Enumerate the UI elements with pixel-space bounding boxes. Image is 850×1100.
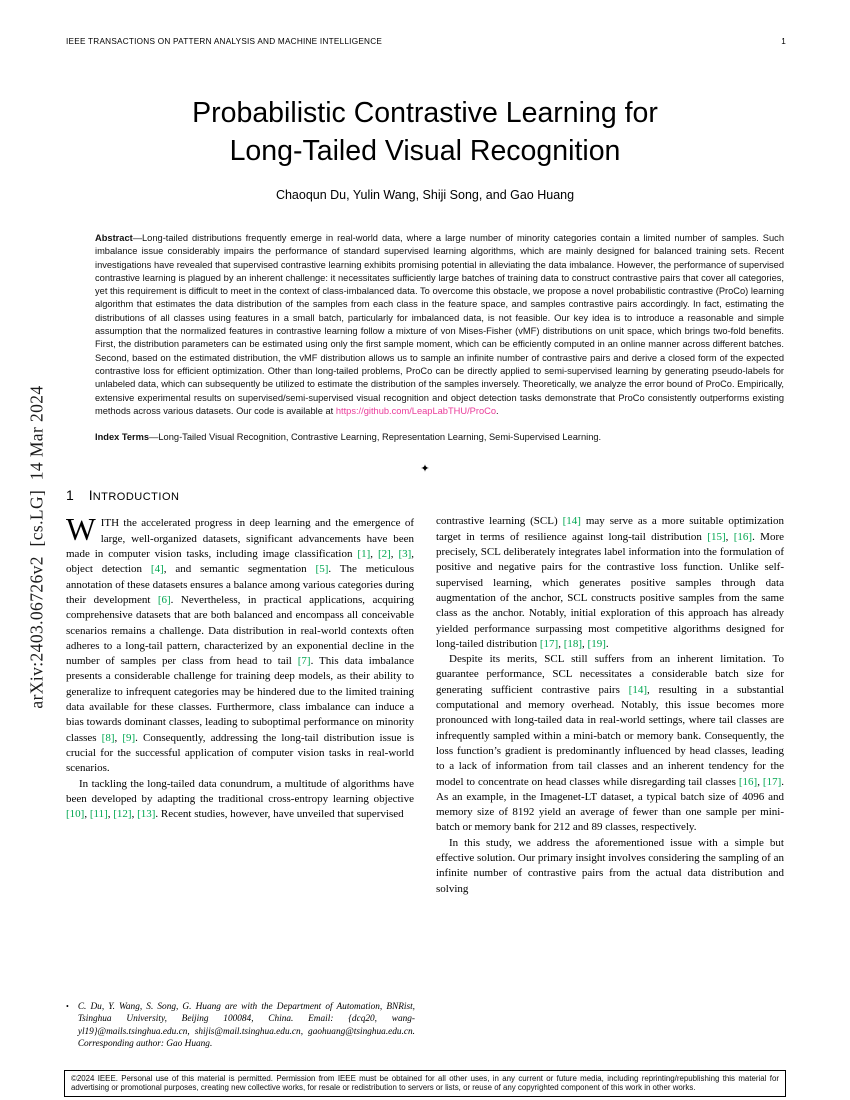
citation-link[interactable]: [2] (377, 548, 391, 561)
citation-link[interactable]: [9] (122, 731, 136, 744)
footnote-text: C. Du, Y. Wang, S. Song, G. Huang are with the Department of Automation, BNRist, Tsinghua University, Beijing 100084, China. Email: {dcq20, wang-yl19}@mails.tsinghua.edu.cn, shijis@mail.tsinghua.edu.cn, gaohuang@tsinghua.edu.cn. Corresponding author: Gao Huang. (77, 1002, 415, 1050)
index-terms-label: Index Terms (95, 432, 150, 443)
citation-link[interactable]: [15] (707, 530, 726, 543)
diamond-separator-icon: ✦ (420, 463, 430, 476)
citation-link[interactable]: [19] (587, 637, 606, 650)
citation-link[interactable]: [17] (762, 775, 782, 788)
citation-link[interactable]: [13] (137, 808, 156, 821)
citation-link[interactable]: [18] (563, 637, 583, 650)
section-number: 1 (66, 487, 74, 504)
paragraph-intro-2: In tackling the long-tailed data conundrum, a multitude of algorithms have been developed by adapting the traditional cross-entropy learning objective [10], [11], [12], [13]. Recent studies, however, have unveiled that supervised (66, 777, 414, 821)
citation-link[interactable]: [10] (66, 808, 85, 821)
index-terms-text: —Long-Tailed Visual Recognition, Contrastive Learning, Representation Learning, Semi-Supervised Learning. (149, 432, 602, 443)
citation-link[interactable]: [14] (562, 515, 581, 528)
paragraph-intro-3: contrastive learning (SCL) [14] may serve as a more suitable optimization target in terms of resilience against long-tail distribution [15], [16]. More precisely, SCL deliberately integrates label information into the formulation of positive and negative pairs for the contrastive loss function. Unlike self-supervised learning, which generates positive samples through data augmentation of the anchor, SCL constructs positive samples from the same class as the anchor. Notably, initial exploration of this approach has already yielded performance surpassing most competitive algorithms designed for long-tailed distribution [17], [18], [19]. (436, 515, 785, 650)
arxiv-watermark: arXiv:2403.06726v2 [cs.LG] 14 Mar 2024 (26, 385, 47, 709)
citation-link[interactable]: [6] (157, 593, 171, 606)
running-header (66, 37, 786, 46)
citation-link[interactable]: [4] (150, 563, 164, 576)
citation-link[interactable]: [3] (398, 548, 412, 561)
title-line-1: Probabilistic Contrastive Learning for (192, 97, 658, 129)
paper-title (66, 94, 784, 170)
citation-link[interactable]: [12] (113, 808, 132, 821)
paragraph-intro-5: In this study, we address the aforementioned issue with a simple but effective solution. Our primary insight involves considering the sampling of an infinite number of contrastive pairs from the actual data distribution and solving (436, 836, 784, 895)
citation-link[interactable]: [8] (101, 731, 115, 744)
citation-link[interactable]: [7] (297, 655, 311, 668)
abstract (95, 232, 784, 418)
abstract-label: Abstract (95, 233, 133, 243)
citation-link[interactable]: [17] (539, 637, 559, 650)
paragraph-intro-1: WITH the accelerated progress in deep learning and the emergence of large, well-organized datasets, significant advancements have been made in computer vision tasks, including image classification [1], [2], [3], object detection [4], and semantic segmentation [5]. The meticulous annotation of these datasets ensures a balance among various categories during their development [6]. Nevertheless, in practical applications, acquiring comprehensive datasets that are both balanced and encompass all conceivable scenarios remains a challenge. Data distribution in real-world contexts often adheres to a long-tail pattern, characterized by an exponential decline in the number of samples per class from head to tail [7]. This data imbalance presents a considerable challenge for training deep models, as their ability to generalize to infrequent categories may be hindered due to the limited training data available for these classes. Furthermore, class imbalance can induce a bias towards dominant classes, leading to suboptimal performance on minority classes [8], [9]. Consequently, addressing the long-tail distribution issue is crucial for the successful application of computer vision tasks in real-world scenarios. (66, 512, 415, 775)
citation-link[interactable]: [11] (89, 808, 108, 821)
copyright-notice: ©2024 IEEE. Personal use of this material is permitted. Permission from IEEE must be obtained for all other uses, in any current or future media, including reprinting/republishing this material for advertising or promotional purposes, creating new collective works, for resale or redistribution to servers or lists, or reuse of any copyrighted component of this work in other works. (64, 1070, 786, 1097)
abstract-final-period: . (496, 405, 499, 416)
title-line-2: Long-Tailed Visual Recognition (229, 135, 621, 167)
section-heading-introduction (66, 487, 414, 503)
citation-link[interactable]: [16] (733, 530, 753, 543)
right-column (436, 485, 784, 896)
page-number: 1 (781, 37, 786, 46)
paragraph-intro-4: Despite its merits, SCL still suffers from an inherent limitation. To guarantee performance, SCL necessitates a considerable batch size for generating sufficient contrastive pairs [14], resulting in a substantial computational and memory overhead. Notably, this issue becomes more pronounced with long-tailed data in real-world settings, where tail classes are infrequently sampled within a mini-batch or memory bank. Consequently, the loss function’s gradient is predominantly influenced by head classes, leading to a lack of information from tail classes and an inherent tendency for the model to concentrate on head classes while disregarding tail classes [16], [17]. As an example, in the Imagenet-LT dataset, a typical batch size of 4096 and memory size of 8192 yield an average of fewer than one sample per mini-batch or memory bank for 212 and 89 classes, respectively. (436, 653, 784, 834)
citation-link[interactable]: [16] (738, 775, 758, 788)
drop-cap: W (66, 512, 96, 548)
footnote-bullet: • (66, 1002, 69, 1011)
authors-line: Chaoqun Du, Yulin Wang, Shiji Song, and Gao Huang (275, 188, 575, 202)
index-terms (95, 431, 784, 444)
citation-link[interactable]: [1] (357, 548, 371, 561)
journal-name: IEEE TRANSACTIONS ON PATTERN ANALYSIS AND MACHINE INTELLIGENCE (66, 37, 383, 46)
code-repository-link[interactable]: https://github.com/LeapLabTHU/ProCo (335, 405, 497, 416)
author-affiliation-footnote (66, 1001, 415, 1051)
citation-link[interactable]: [14] (628, 683, 647, 696)
abstract-text: —Long-tailed distributions frequently emerge in real-world data, where a large number of minority categories contain a limited number of samples. Such imbalance issue considerably impairs the performance of standard supervised learning algorithms, which are mainly designed for balanced training sets. Recent investigations have revealed that supervised contrastive learning exhibits promising potential in alleviating the data imbalance. However, the performance of supervised contrastive learning is plagued by an inherent challenge: it necessitates sufficiently large batches of training data to construct contrastive pairs that cover all categories, yet this requirement is difficult to meet in the context of class-imbalanced data. To overcome this obstacle, we propose a novel probabilistic contrastive (ProCo) learning algorithm that estimates the data distribution of the samples from each class in the feature space, and samples contrastive pairs accordingly. In fact, estimating the distributions of all classes using features in a small batch, particularly for imbalanced data, is not feasible. Our key idea is to introduce a reasonable and simple assumption that the normalized features in contrastive learning follow a mixture of von Mises-Fisher (vMF) distributions on unit space, which brings two-fold benefits. First, the distribution parameters can be estimated using only the first sample moment, which can be efficiently computed in an online manner across different batches. Second, based on the estimated distribution, the vMF distribution allows us to sample an infinite number of contrastive pairs and derive a closed form of the expected contrastive loss for efficient optimization. Other than long-tailed problems, ProCo can be directly applied to semi-supervised learning by generating pseudo-labels for unlabeled data, which can subsequently be utilized to estimate the distribution of the samples inversely. Theoretically, we analyze the error bound of ProCo. Empirically, extensive experimental results on supervised/semi-supervised visual recognition and object detection tasks demonstrate that ProCo consistently outperforms existing methods across various datasets. Our code is available at (95, 233, 784, 416)
citation-link[interactable]: [5] (315, 563, 329, 576)
two-column-body (66, 485, 784, 896)
section-title-rest: NTRODUCTION (92, 491, 180, 504)
left-column (66, 485, 414, 896)
section-title-initial: I (88, 487, 93, 504)
